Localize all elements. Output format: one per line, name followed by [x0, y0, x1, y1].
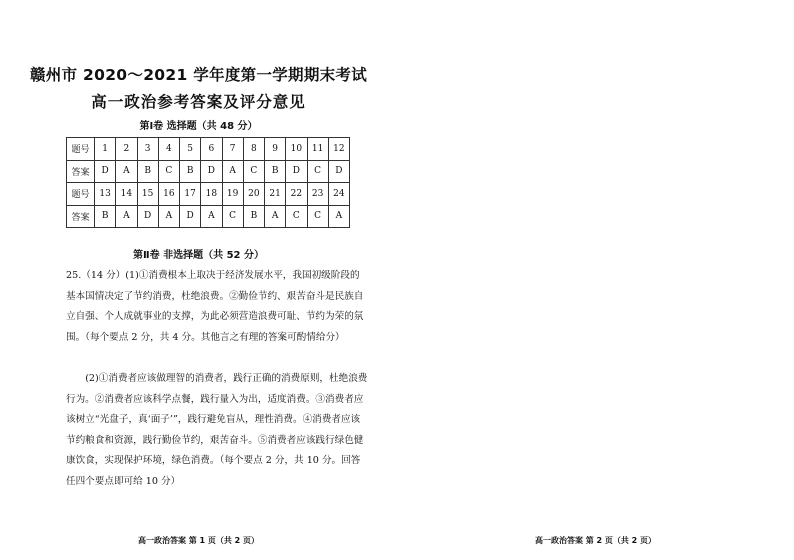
- table-cell: 13: [95, 183, 116, 206]
- table-row: [67, 183, 350, 206]
- table-cell: 21: [265, 183, 286, 206]
- table-cell: C: [307, 160, 328, 183]
- table-row-header: 题号: [67, 183, 95, 206]
- table-cell: 19: [222, 183, 243, 206]
- page-2: [397, 0, 794, 560]
- table-cell: 12: [328, 138, 349, 161]
- page-footer: 高一政治答案 第 1 页（共 2 页）: [137, 536, 260, 545]
- table-cell: 8: [243, 138, 264, 161]
- table-cell: C: [158, 160, 179, 183]
- table-cell: 17: [180, 183, 201, 206]
- table-cell: C: [243, 160, 264, 183]
- table-cell: 1: [95, 138, 116, 161]
- answer-key-title: 高一政治参考答案及评分意见: [91, 93, 306, 111]
- table-cell: 22: [286, 183, 307, 206]
- table-row-header: 答案: [67, 160, 95, 183]
- table-cell: A: [328, 205, 349, 228]
- table-cell: 11: [307, 138, 328, 161]
- table-cell: 18: [201, 183, 222, 206]
- table-cell: 7: [222, 138, 243, 161]
- q25-part2-text: (2)①消费者应该做理智的消费者，践行正确的消费原则，杜绝浪费行为。②消费者应该科学点餐，践行量入为出，适度消费。③消费者应该树立“光盘子，真‘面子’”，践行避免盲从，理性消费。④消费者应该节约粮食和资源，践行勤俭节约，艰苦奋斗。⑤消费者应该践行绿色健康饮食，实现保护环境，绿色消费。（每个要点 2 分，共 10 分。回答任四个要点即可给 10 分）: [66, 373, 368, 487]
- q25-part1-text: 25.（14 分）(1)①消费根本上取决于经济发展水平，我国初级阶段的基本国情决定了节约消费，杜绝浪费。②勤俭节约、艰苦奋斗是民族自立自强、个人成就事业的支撑，为此必须营造浪费可耻、节约为荣的氛围。（每个要点 2 分，共 4 分。其他言之有理的答案可酌情给分）: [66, 270, 364, 343]
- table-cell: 5: [180, 138, 201, 161]
- table-cell: A: [201, 205, 222, 228]
- table-cell: 15: [137, 183, 158, 206]
- table-cell: B: [265, 160, 286, 183]
- table-cell: 6: [201, 138, 222, 161]
- table-cell: A: [222, 160, 243, 183]
- answer-table: [66, 137, 350, 228]
- table-row-header: 答案: [67, 205, 95, 228]
- table-cell: 10: [286, 138, 307, 161]
- table-cell: B: [137, 160, 158, 183]
- question-25-part-1: [66, 266, 366, 348]
- table-cell: C: [307, 205, 328, 228]
- table-cell: 3: [137, 138, 158, 161]
- table-cell: B: [180, 160, 201, 183]
- table-cell: A: [116, 205, 137, 228]
- table-cell: A: [116, 160, 137, 183]
- table-cell: D: [137, 205, 158, 228]
- table-cell: D: [286, 160, 307, 183]
- question-25-part-2: [66, 369, 368, 492]
- section-1-heading: 第Ⅰ卷 选择题（共 48 分）: [139, 121, 258, 132]
- table-row: [67, 138, 350, 161]
- table-cell: D: [95, 160, 116, 183]
- table-row: [67, 160, 350, 183]
- section-2-heading: 第Ⅱ卷 非选择题（共 52 分）: [133, 250, 264, 261]
- table-cell: C: [222, 205, 243, 228]
- table-cell: 9: [265, 138, 286, 161]
- table-cell: 24: [328, 183, 349, 206]
- table-row-header: 题号: [67, 138, 95, 161]
- table-cell: 16: [158, 183, 179, 206]
- table-cell: C: [286, 205, 307, 228]
- table-cell: D: [180, 205, 201, 228]
- table-cell: D: [201, 160, 222, 183]
- table-cell: 20: [243, 183, 264, 206]
- table-cell: B: [95, 205, 116, 228]
- exam-title: 赣州市 2020～2021 学年度第一学期期末考试: [29, 66, 368, 84]
- table-row: [67, 205, 350, 228]
- table-cell: 4: [158, 138, 179, 161]
- table-cell: A: [265, 205, 286, 228]
- table-cell: 14: [116, 183, 137, 206]
- table-cell: 2: [116, 138, 137, 161]
- page-footer: 高一政治答案 第 2 页（共 2 页）: [534, 536, 657, 545]
- table-cell: B: [243, 205, 264, 228]
- table-cell: 23: [307, 183, 328, 206]
- table-cell: D: [328, 160, 349, 183]
- table-cell: A: [158, 205, 179, 228]
